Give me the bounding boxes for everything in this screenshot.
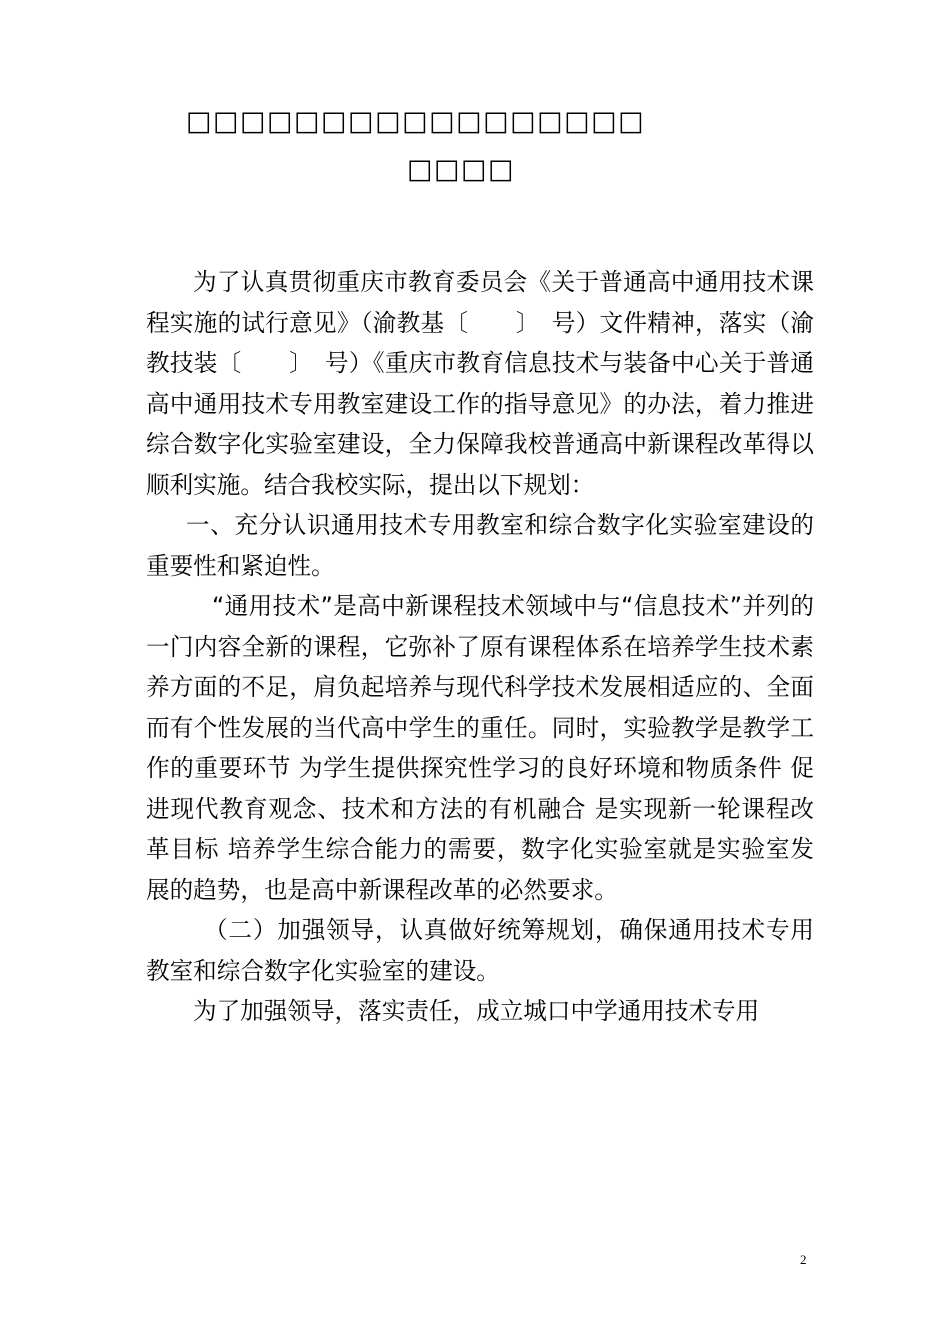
document-body <box>146 262 814 1032</box>
document-title-line-2: □□□□ <box>407 154 516 185</box>
section-heading-2: （二）加强领导，认真做好统筹规划，确保通用技术专用教室和综合数字化实验室的建设。 <box>146 916 814 985</box>
paragraph-leadership: 为了加强领导，落实责任，成立城口中学通用技术专用 <box>193 997 760 1025</box>
document-title-line-1: □□□□□□□□□□□□□□□□□ <box>186 106 646 137</box>
section-heading-1: 一、充分认识通用技术专用教室和综合数字化实验室建设的重要性和紧迫性。 <box>146 511 814 580</box>
paragraph-general-technology: “通用技术”是高中新课程技术领域中与“信息技术”并列的一门内容全新的课程，它弥补了原有课程体系在培养学生技术素养方面的不足，肩负起培养与现代科学技术发展相适应的、全面而有个性发展的当代高中学生的重任。同时，实验教学是教学工作的重要环节 为学生提供探究性学习的良好环境和物质条件 促进现代教育观念、技术和方法的有机融合 是实现新一轮课程改革目标 培养学生综合能力的需要，数字化实验室就是实验室发展的趋势，也是高中新课程改革的必然要求。 <box>146 592 814 904</box>
paragraph-intro: 为了认真贯彻重庆市教育委员会《关于普通高中通用技术课程实施的试行意见》（渝教基〔 〕 号）文件精神，落实（渝教技装〔 〕 号）《重庆市教育信息技术与装备中心关于普通高中通用技术专用教室建设工作的指导意见》的办法，着力推进综合数字化实验室建设，全力保障我校普通高中新课程改革得以顺利实施。结合我校实际，提出以下规划： <box>146 268 814 499</box>
page-number: 2 <box>800 1252 807 1267</box>
